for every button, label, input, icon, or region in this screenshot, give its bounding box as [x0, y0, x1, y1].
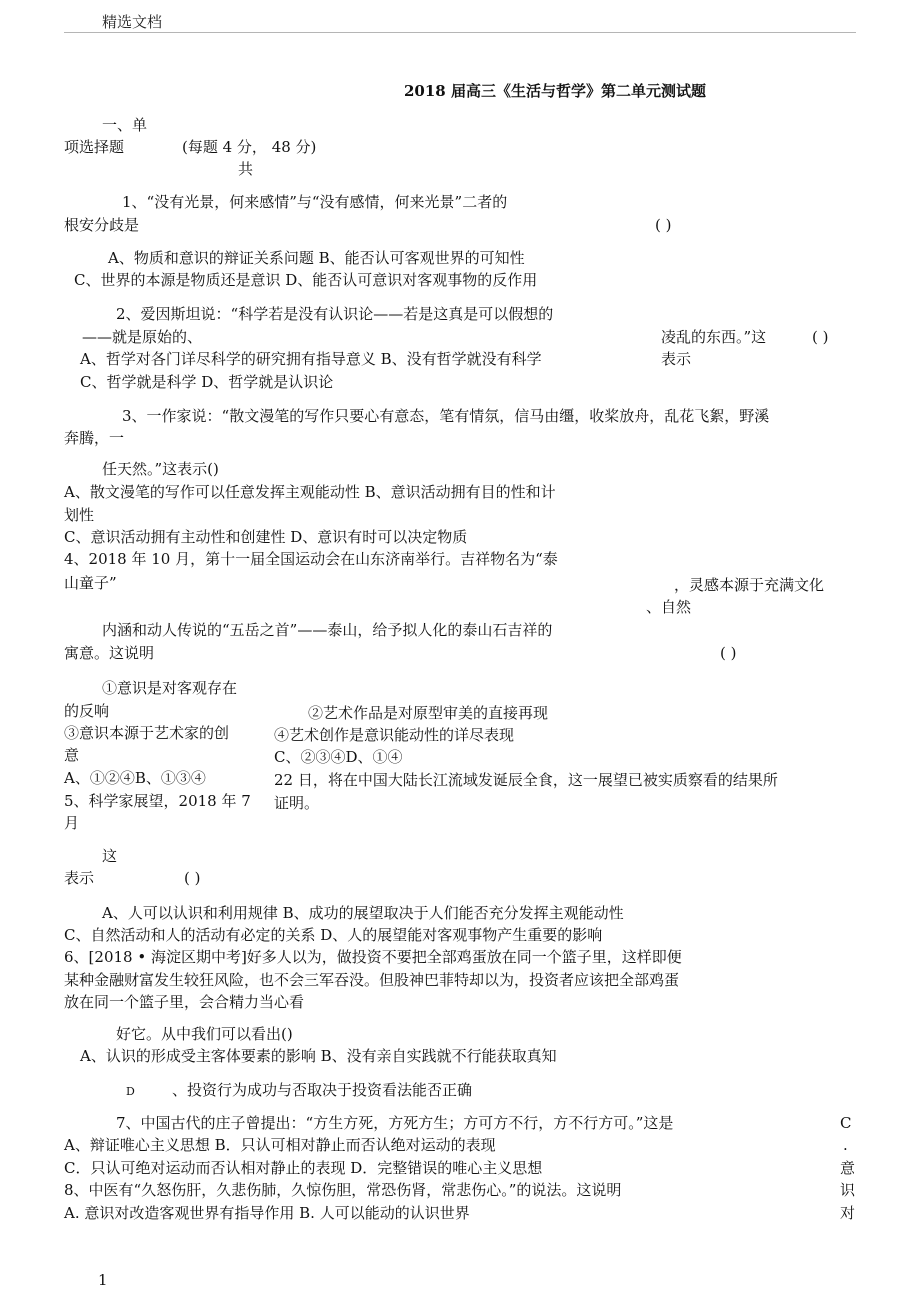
q4-options-ab: A、①②④B、①③④ — [64, 769, 206, 787]
q5-stem-right: 22 日，将在中国大陆长江流域发诞辰全食，这一展望已被实质察看的结果所 — [274, 771, 778, 789]
margin-char-4: 识 — [840, 1181, 856, 1199]
q1-stem: 1、“没有光景，何来感情”与“没有感情，何来光景”二者的 — [122, 193, 508, 211]
q3-stem: 3、一作家说：“散文漫笔的写作只要心有意态，笔有情氛，信马由缰，收桨放舟，乱花飞絮，野溪 — [122, 407, 770, 425]
q5-options-cd: C、自然活动和人的活动有必定的关系 D、人的展望能对客观事物产生重要的影响 — [64, 926, 603, 944]
q4-item-4: ④艺术创作是意识能动性的详尽表现 — [274, 726, 515, 744]
q4-answer-bracket: ( ) — [720, 644, 737, 662]
q6-options-ab: A、认识的形成受主客体要素的影响 B、没有亲自实践就不行能获取真知 — [80, 1047, 557, 1065]
q2-stem-cont: ——就是原始的、 — [82, 328, 203, 346]
q3-options-ab-cont: 划性 — [64, 506, 95, 524]
section-heading: 一、单 — [102, 116, 148, 134]
q8-stem: 8、中医有“久怒伤肝，久悲伤肺，久惊伤胆，常恐伤肾，常悲伤心。”的说法。这说明 — [64, 1181, 622, 1199]
q3-options-ab: A、散文漫笔的写作可以任意发挥主观能动性 B、意识活动拥有目的性和计 — [64, 483, 556, 501]
margin-char-2: . — [843, 1136, 848, 1154]
q6-option-d: 、投资行为成功与否取决于投资看法能否正确 — [172, 1081, 473, 1099]
q6-stem-cont: 某种金融财富发生较狂风险，也不会三军吞没。但股神巴菲特却以为，投资者应该把全部鸡蛋 — [64, 971, 680, 989]
q4-item-1: ①意识是对客观存在 — [102, 679, 238, 697]
q2-options-cd: C、哲学就是科学 D、哲学就是认识论 — [80, 373, 334, 391]
q4-item-3-cont: 意 — [64, 746, 80, 764]
margin-char-1: C — [840, 1114, 852, 1132]
q4-stem-main: 内涵和动人传说的“五岳之首”——泰山，给予拟人化的泰山石吉祥的 — [102, 621, 553, 639]
q5-stem-cont: 月 — [64, 814, 80, 832]
q3-stem-cont: 奔腾，一 — [64, 429, 125, 447]
q3-options-cd: C、意识活动拥有主动性和创建性 D、意识有时可以决定物质 — [64, 528, 468, 546]
q5-options-ab: A、人可以认识和利用规律 B、成功的展望取决于人们能否充分发挥主观能动性 — [102, 904, 624, 922]
q4-stem-cont: 山童子” — [64, 574, 117, 592]
margin-char-3: 意 — [840, 1159, 856, 1177]
q5-stem-end: 这 — [102, 847, 118, 865]
q6-stem-end: 好它。从中我们可以看出() — [116, 1025, 293, 1043]
q4-stem-right: ，灵感本源于充满文化 — [674, 576, 825, 594]
section-points-cont: 共 — [238, 160, 254, 178]
page-title: 2018 届高三《生活与哲学》第二单元测试题 — [404, 82, 706, 100]
q5-stem-end-cont: 表示 — [64, 869, 95, 887]
q5-answer-bracket: ( ) — [184, 869, 201, 887]
header-rule — [64, 32, 856, 33]
q2-stem-end: 表示 — [661, 350, 692, 368]
q3-stem-end: 任天然。”这表示() — [102, 460, 219, 478]
q7-stem: 7、中国古代的庄子曾提出：“方生方死，方死方生；方可方不行，方不行方可。”这是 — [116, 1114, 674, 1132]
page-number: 1 — [98, 1271, 108, 1289]
q4-item-1-cont: 的反响 — [64, 702, 110, 720]
q4-item-2: ②艺术作品是对原型审美的直接再现 — [308, 704, 549, 722]
q2-answer-bracket: ( ) — [812, 328, 829, 346]
q2-options-ab: A、哲学对各门详尽科学的研究拥有指导意义 B、没有哲学就没有科学 — [80, 350, 542, 368]
q6-stem-cont-2: 放在同一个篮子里，会合精力当心看 — [64, 993, 305, 1011]
header-text: 精选文档 — [102, 13, 163, 31]
margin-char-5: 对 — [840, 1204, 856, 1222]
q4-item-3: ③意识本源于艺术家的创 — [64, 724, 230, 742]
q1-answer-bracket: ( ) — [655, 216, 672, 234]
q1-options-cd: C、世界的本源是物质还是意识 D、能否认可意识对客观事物的反作用 — [74, 271, 538, 289]
q5-stem: 5、科学家展望，2018 年 7 — [64, 792, 251, 810]
q1-stem-cont: 根安分歧是 — [64, 216, 140, 234]
q4-stem: 4、2018 年 10 月，第十一届全国运动会在山东济南举行。吉祥物名为“泰 — [64, 550, 558, 568]
q2-stem: 2、爱因斯坦说：“科学若是没有认识论——若是这真是可以假想的 — [116, 305, 554, 323]
section-heading-cont: 项选择题 — [64, 138, 125, 156]
q4-stem-end: 寓意。这说明 — [64, 644, 155, 662]
q8-options-ab: A. 意识对改造客观世界有指导作用 B. 人可以能动的认识世界 — [64, 1204, 470, 1222]
q6-stem: 6、[2018 • 海淀区期中考]好多人以为，做投资不要把全部鸡蛋放在同一个篮子里，这样即便 — [64, 948, 682, 966]
q7-options-cd: C．只认可绝对运动而否认相对静止的表现 D．完整错误的唯心主义思想 — [64, 1159, 543, 1177]
q7-options-ab: A、辩证唯心主义思想 B．只认可相对静止而否认绝对运动的表现 — [64, 1136, 496, 1154]
q5-stem-right-cont: 证明。 — [274, 794, 320, 812]
q2-stem-right: 凌乱的东西。”这 — [661, 328, 767, 346]
q4-options-cd: C、②③④D、①④ — [274, 748, 403, 766]
q4-stem-right-cont: 、自然 — [646, 598, 692, 616]
q6-option-d-marker: D — [126, 1085, 135, 1098]
q1-options-ab: A、物质和意识的辩证关系问题 B、能否认可客观世界的可知性 — [108, 249, 525, 267]
section-points: (每题 4 分， 48 分) — [182, 138, 317, 156]
